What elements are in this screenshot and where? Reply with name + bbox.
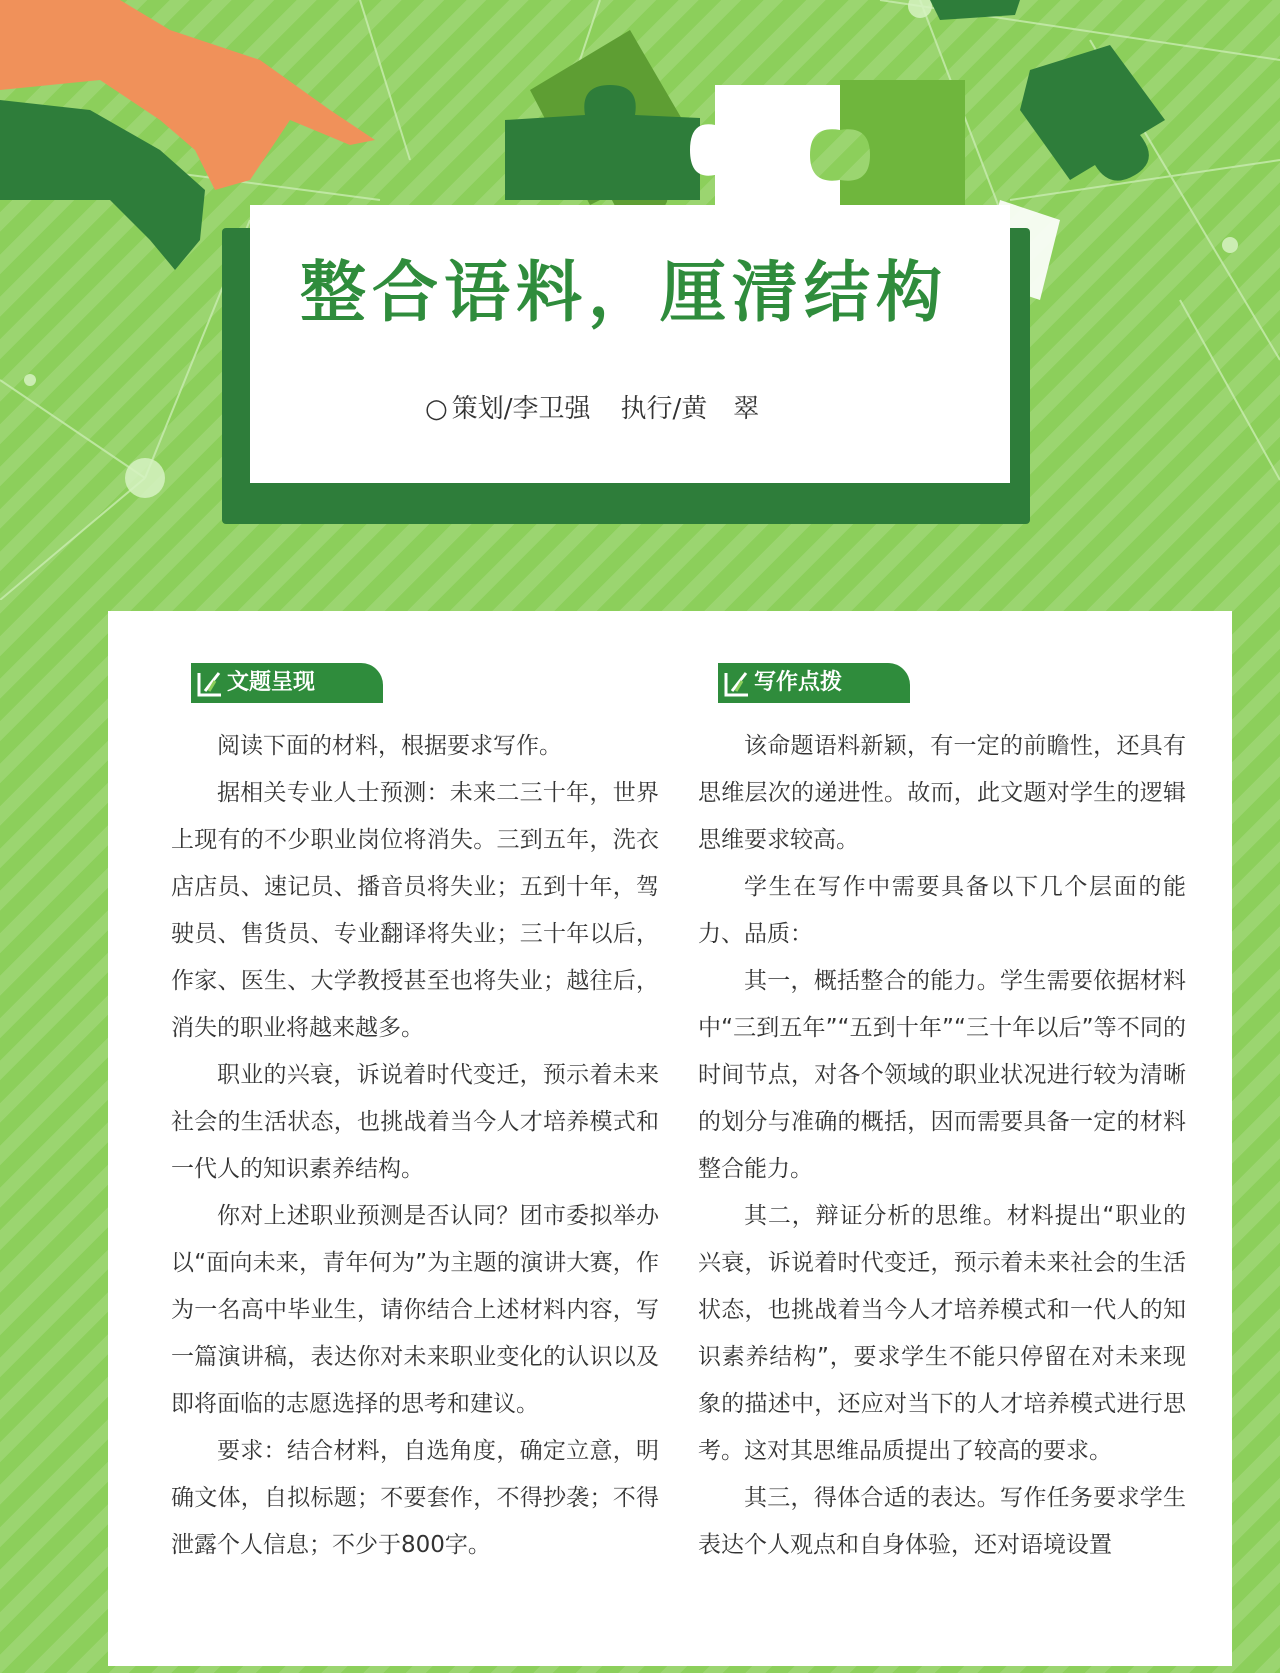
- topic-paragraph: 职业的兴衰，诉说着时代变迁，预示着未来社会的生活状态，也挑战着当今人才培养模式和一代人的知识素养结构。: [171, 1062, 659, 1182]
- topic-paragraph: 据相关专业人士预测：未来二三十年，世界上现有的不少职业岗位将消失。三到五年，洗衣店店员、速记员、播音员将失业；五到十年，驾驶员、售货员、专业翻译将失业；三十年以后，作家、医生、大学教授甚至也将失业；越往后，消失的职业将越来越多。: [171, 780, 659, 1041]
- credits-planner: 策划/李卫强: [451, 394, 591, 424]
- title-card: [250, 205, 1010, 483]
- puzzle-piece-white: [690, 85, 840, 205]
- topic-paragraph: 阅读下面的材料，根据要求写作。: [217, 733, 562, 759]
- puzzle-piece-light: [840, 80, 965, 205]
- guidance-paragraph: 该命题语料新颖，有一定的前瞻性，还具有思维层次的递进性。故而，此文题对学生的逻辑思维要求较高。: [698, 733, 1186, 853]
- guidance-paragraph: 学生在写作中需要具备以下几个层面的能力、品质：: [698, 874, 1186, 947]
- guidance-paragraph: 其三，得体合适的表达。写作任务要求学生表达个人观点和自身体验，还对语境设置: [698, 1485, 1186, 1558]
- credits-circle: ○: [425, 394, 448, 424]
- section-header-topic-label: 文题呈现: [227, 670, 316, 695]
- guidance-paragraph: 其二，辩证分析的思维。材料提出“职业的兴衰，诉说着时代变迁，预示着未来社会的生活状态，也挑战着当今人才培养模式和一代人的知识素养结构”，要求学生不能只停留在对未来现象的描述中，还应对当下的人才培养模式进行思考。这对其思维品质提出了较高的要求。: [698, 1203, 1186, 1464]
- pen-book-icon: [722, 667, 752, 699]
- topic-paragraph: 要求：结合材料，自选角度，确定立意，明确文体，自拟标题；不要套作，不得抄袭；不得泄露个人信息；不少于800字。: [171, 1438, 659, 1558]
- section-header-topic: [191, 663, 383, 703]
- left-column: [171, 663, 659, 1569]
- credits: [425, 388, 759, 425]
- section-header-guidance-label: 写作点拨: [754, 670, 843, 695]
- puzzle-piece-right: [1020, 45, 1165, 181]
- article-title: 整合语料，厘清结构: [300, 254, 948, 331]
- pen-book-icon: [195, 667, 225, 699]
- puzzle-piece-top: [930, 0, 1020, 20]
- right-column: [698, 663, 1186, 1569]
- topic-paragraph: 你对上述职业预测是否认同？团市委拟举办以“面向未来，青年何为”为主题的演讲大赛，作为一名高中毕业生，请你结合上述材料内容，写一篇演讲稿，表达你对未来职业变化的认识以及即将面临的志愿选择的思考和建议。: [171, 1203, 659, 1417]
- section-header-guidance: [718, 663, 910, 703]
- guidance-paragraph: 其一，概括整合的能力。学生需要依据材料中“三到五年”“五到十年”“三十年以后”等不同的时间节点，对各个领域的职业状况进行较为清晰的划分与准确的概括，因而需要具备一定的材料整合能力。: [698, 968, 1186, 1182]
- content-panel: [108, 611, 1232, 1666]
- credits-executor: 执行/黄 翠: [620, 394, 760, 424]
